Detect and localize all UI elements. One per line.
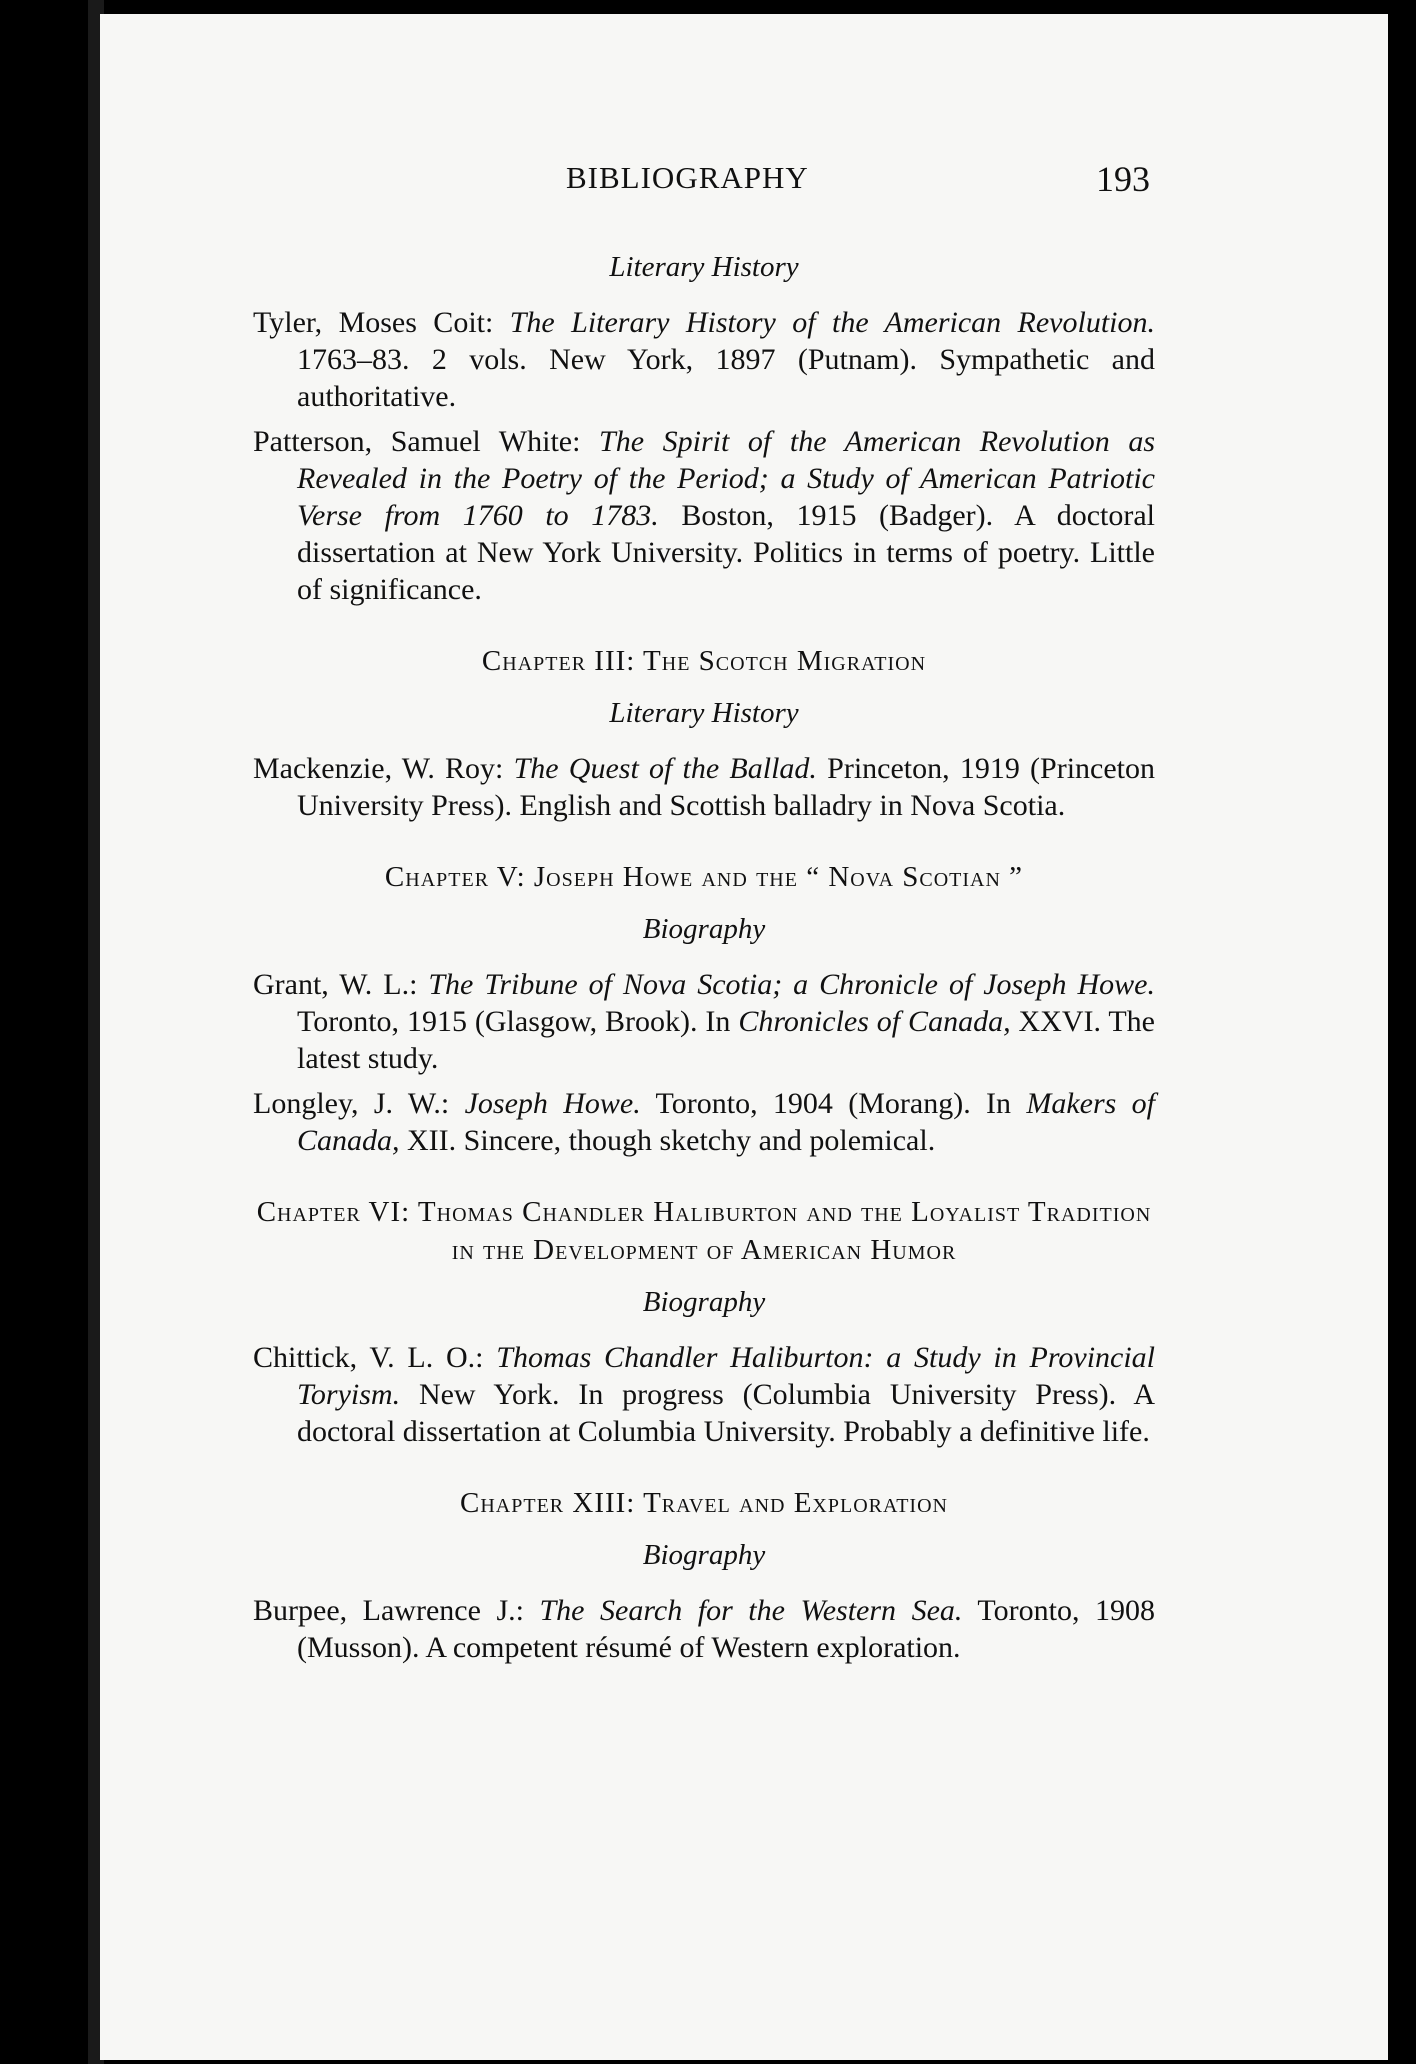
- entry-title: Thomas Chandler Haliburton: a Study in Provincial Toryism.: [297, 1341, 1156, 1411]
- entry-author: Longley, J. W.:: [253, 1087, 450, 1120]
- section-chapter-5: [253, 858, 1155, 1159]
- bibliography-content: [253, 250, 1155, 1674]
- entry-author: Mackenzie, W. Roy:: [253, 752, 504, 785]
- section-chapter-6: [253, 1193, 1155, 1450]
- section-literary-history: [253, 250, 1155, 608]
- chapter-heading: Chapter VI: Thomas Chandler Haliburton and the Loyalist Tradition in the Development of American Humor: [256, 1196, 1152, 1266]
- entry-details: New York. In progress (Columbia University Press). A doctoral dissertation at Columbia University. Probably a definitive life.: [297, 1378, 1155, 1448]
- entry-author: Tyler, Moses Coit:: [253, 306, 494, 339]
- entry-details: Toronto, 1908 (Musson). A competent résumé of Western exploration.: [297, 1594, 1155, 1664]
- running-title: BIBLIOGRAPHY: [566, 160, 809, 195]
- section-subheading: Literary History: [609, 697, 799, 729]
- entry-details: Princeton, 1919 (Princeton University Press). English and Scottish balladry in Nova Scotia.: [297, 752, 1156, 822]
- section-subheading: Biography: [642, 1539, 766, 1571]
- entry-details: 1763–83. 2 vols. New York, 1897 (Putnam). Sympathetic and authoritative.: [297, 343, 1155, 413]
- chapter-heading: Chapter III: The Scotch Migration: [481, 645, 927, 677]
- entry-details: XXVI. The latest study.: [297, 1005, 1156, 1075]
- entry-details: Toronto, 1904 (Morang). In: [655, 1087, 1012, 1120]
- bibliography-entry: [253, 1592, 1155, 1666]
- entry-title: The Literary History of the American Revolution.: [509, 306, 1156, 339]
- entry-author: Chittick, V. L. O.:: [253, 1341, 484, 1374]
- entry-author: Grant, W. L.:: [253, 968, 418, 1001]
- chapter-heading: Chapter V: Joseph Howe and the “ Nova Scotian ”: [384, 861, 1024, 893]
- bibliography-entry: [253, 304, 1155, 415]
- section-subheading: Biography: [642, 913, 766, 945]
- section-subheading: Biography: [642, 1286, 766, 1318]
- bibliography-entry: [253, 423, 1155, 608]
- section-chapter-3: [253, 642, 1155, 824]
- entry-series-title: Makers of Canada,: [297, 1087, 1156, 1157]
- chapter-heading: Chapter XIII: Travel and Exploration: [460, 1487, 948, 1519]
- entry-author: Patterson, Samuel White:: [253, 425, 581, 458]
- entry-title: The Search for the Western Sea.: [539, 1594, 963, 1627]
- bibliography-entry: [253, 1339, 1155, 1450]
- entry-details: Toronto, 1915 (Glasgow, Brook). In: [297, 1005, 731, 1038]
- entry-series-title: Chronicles of Canada,: [738, 1005, 1011, 1038]
- page-number: 193: [1096, 159, 1150, 199]
- bibliography-entry: [253, 966, 1155, 1077]
- entry-title: The Quest of the Ballad.: [513, 752, 817, 785]
- entry-details: Boston, 1915 (Badger). A doctoral dissertation at New York University. Politics in terms of poetry. Little of significance.: [297, 499, 1155, 606]
- section-chapter-13: [253, 1484, 1155, 1666]
- entry-title: The Spirit of the American Revolution as Revealed in the Poetry of the Period; a Study of American Patriotic Verse from 1760 to 1783.: [297, 425, 1156, 532]
- entry-details: XII. Sincere, though sketchy and polemical.: [407, 1124, 936, 1157]
- section-subheading: Literary History: [609, 251, 799, 283]
- bibliography-entry: [253, 1085, 1155, 1159]
- bibliography-entry: [253, 750, 1155, 824]
- entry-author: Burpee, Lawrence J.:: [253, 1594, 524, 1627]
- entry-title: Joseph Howe.: [464, 1087, 641, 1120]
- entry-title: The Tribune of Nova Scotia; a Chronicle of Joseph Howe.: [428, 968, 1155, 1001]
- running-head: [150, 160, 1150, 210]
